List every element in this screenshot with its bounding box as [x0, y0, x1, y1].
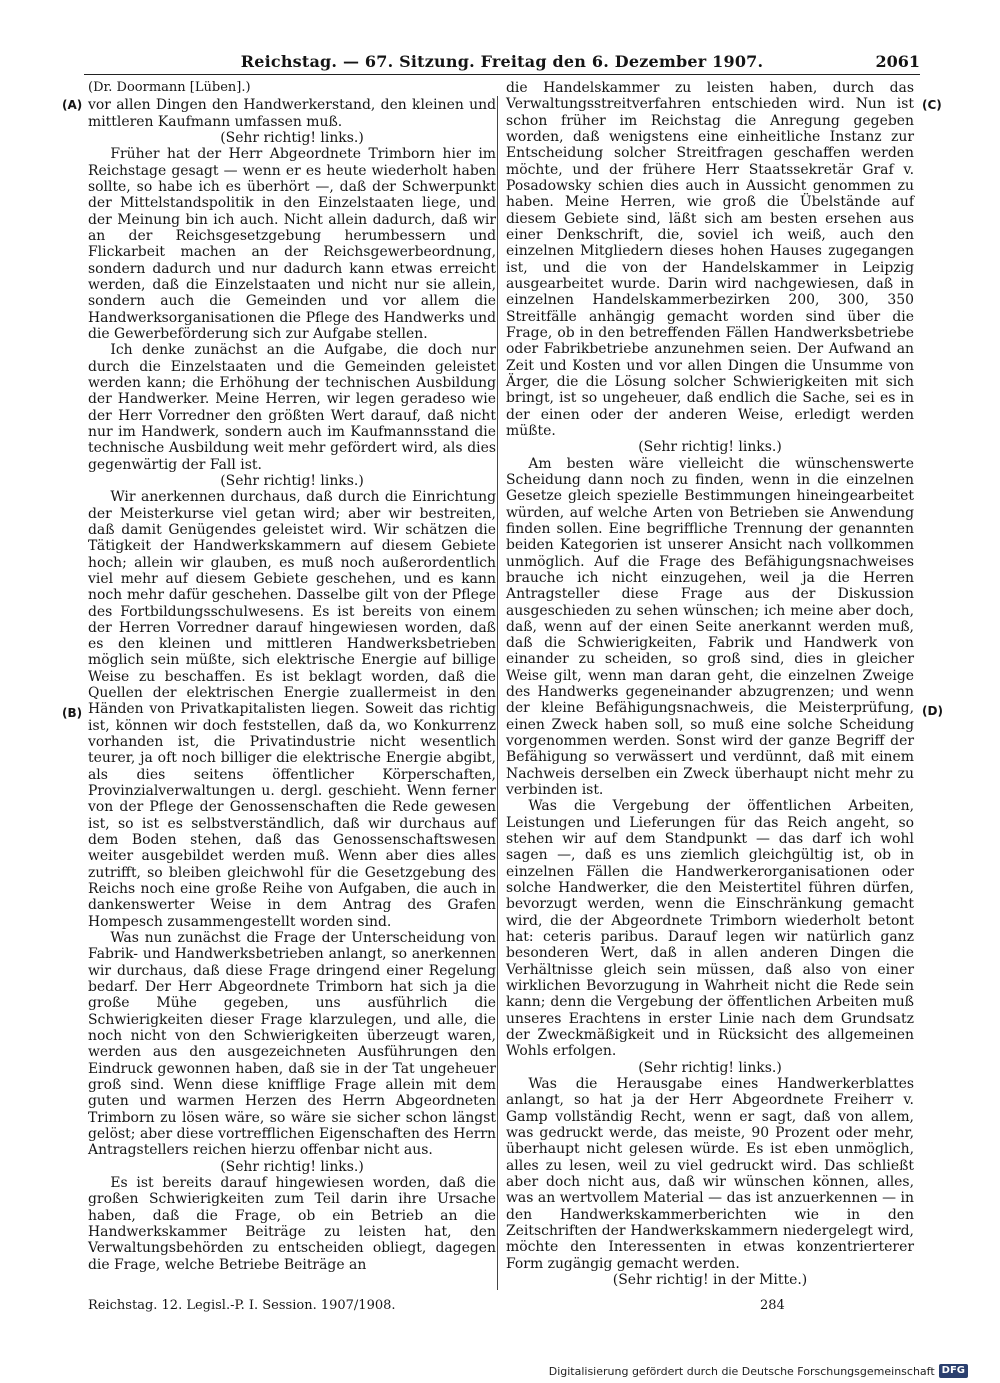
interjection: (Sehr richtig! links.): [638, 1059, 782, 1076]
margin-marker-d: (D): [922, 704, 943, 718]
page-number: 2061: [875, 52, 920, 71]
speaker-label: (Dr. Doormann [Lüben].): [88, 80, 251, 95]
interjection: (Sehr richtig! links.): [220, 129, 364, 146]
page-header: [84, 52, 920, 75]
column-divider: [497, 96, 498, 1290]
dfg-logo: DFG: [939, 1364, 968, 1378]
paragraph: die Handelskammer zu leisten haben, durch das Verwaltungsstreitverfahren entschieden wird. Nun ist schon früher im Reichstag die Anregung gegeben worden, daß wenigstens eine einheitliche Instanz zur Entscheidung solcher Streitfragen geschaffen werden möchte, und der frühere Herr Staatssekretär Graf v. Posadowsky schien dies auch in Aussicht genommen zu haben. Meine Herren, wie groß die Übelstände auf diesem Gebiete sind, läßt sich am besten ersehen aus einer Denkschrift, die, soviel ich weiß, auch den einzelnen Mitgliedern dieses hohen Hauses zugegangen ist, und die von der Handelskammer in Leipzig ausgearbeitet wurde. Darin wird nachgewiesen, daß in einzelnen Handelskammerbezirken 200, 300, 350 Streitfälle anhängig gemacht worden sind über die Frage, ob in den betreffenden Fällen Handwerksbetriebe oder Fabrikbetriebe anzunehmen seien. Der Aufwand an Zeit und Kosten und vor allen Dingen die Unsumme von Ärger, die die Lösung solcher Schwierigkeiten mit sich bringt, ist so ungeheuer, daß endlich die Sache, sei es in der einen oder der anderen Weise, erledigt werden müßte.: [506, 80, 914, 439]
paragraph: Wir anerkennen durchaus, daß durch die Einrichtung der Meisterkurse viel getan wird; aber wir bestreiten, daß damit Genügendes geleistet wird. Wir schätzen die Tätigkeit der Handwerkskammern auf diesem Gebiete hoch; allein wir glauben, es muß noch außerordentlich viel mehr auf diesem Gebiete geschehen, und es kann noch mehr dafür geschehen. Dasselbe gilt von der Pflege des Fortbildungsschulwesens. Es ist bereits von einem der Herren Vorredner darauf hingewiesen worden, daß es den kleinen und mittleren Handwerksbetrieben möglich sein müßte, sich elektrische Energie auf billige Weise zu beschaffen. Es ist beklagt worden, daß die Quellen der elektrischen Energie zuallermeist in den Händen von Privatkapitalisten liegen. Soweit das richtig ist, können wir doch feststellen, daß da, wo Konkurrenz vorhanden ist, die Privatindustrie nicht wesentlich teurer, ja oft noch billiger die elektrische Energie abgibt, als dies seitens öffentlicher Körperschaften, Provinzialverwaltungen u. dergl. geschieht. Wenn ferner von der Pflege der Genossenschaften die Rede gewesen ist, so ist es selbstverständlich, daß wir durchaus auf dem Boden stehen, daß das Genossenschaftswesen weiter ausgebildet werden muß. Wenn aber dies alles zutrifft, so bleiben gleichwohl für die Gesetzgebung des Reichs noch eine große Reihe von Aufgaben, die auch in dankenswerter Weise in dem Antrag des Grafen Hompesch zusammengestellt worden sind.: [88, 489, 496, 930]
paragraph: Was die Herausgabe eines Handwerkerblattes anlangt, so hat ja der Herr Abgeordnete Freiherr v. Gamp vollständig Recht, wenn er sagt, daß von allem, was gedruckt werde, das meiste, 90 Prozent oder mehr, überhaupt nicht gelesen würde. Es ist eben unmöglich, alles zu lesen, weil zu viel gedruckt wird. Das schließt aber doch nicht aus, daß wir wünschen können, alles, was an wertvollem Material — das ist anzuerkennen — in den Handwerkskammerberichten wie in den Zeitschriften der Handwerkskammern niedergelegt wird, möchte den Interessenten in etwas konzentrierterer Form zugängig gemacht werden.: [506, 1076, 914, 1272]
paragraph: Ich denke zunächst an die Aufgabe, die doch nur durch die Einzelstaaten und die Gemeinden geleistet werden kann; die Erhöhung der technischen Ausbildung der Handwerker. Meine Herren, wir legen geradeso wie der Herr Vorredner den größten Wert darauf, daß nicht nur im Handwerk, sondern auch im Kaufmannsstand die technische Ausbildung weit mehr gefördert wird, als dies gegenwärtig der Fall ist.: [88, 342, 496, 473]
signature-page-number: 284: [760, 1298, 785, 1313]
interjection: (Sehr richtig! links.): [638, 439, 782, 456]
margin-marker-b: (B): [62, 706, 83, 720]
paragraph: Am besten wäre vielleicht die wünschenswerte Scheidung dann noch zu finden, wenn in die einzelnen Gesetze gleich spezielle Bestimmungen hineingearbeitet würden, auf welche Arten von Betrieben sie Anwendung finden sollen. Eine begriffliche Trennung der genannten beiden Kategorien ist unserer Ansicht nach vollkommen unmöglich. Auf die Frage des Befähigungsnachweises brauche ich nicht einzugehen, weil ja die Herren Antragsteller diese Frage aus der Diskussion ausgeschieden zu sehen wünschen; ich meine aber doch, daß, wenn auf der einen Seite anerkannt werden muß, daß die Schwierigkeiten, Fabrik und Handwerk von einander zu scheiden, so groß sind, dies in gleicher Weise gilt, wenn man daran geht, die einzelnen Zweige des Handwerks gegeneinander abzugrenzen; und wenn der kleine Befähigungsnachweis, die Meisterprüfung, einen Zweck haben soll, so muß eine solche Scheidung vorgenommen werden. Sonst wird der ganze Begriff der Befähigung so verwässert und verdünnt, daß mit einem Nachweis derselben ein Zweck überhaupt nicht mehr zu verbinden ist.: [506, 455, 914, 799]
margin-marker-a: (A): [62, 98, 83, 112]
interjection: (Sehr richtig! links.): [220, 1158, 364, 1175]
paragraph: Was nun zunächst die Frage der Unterscheidung von Fabrik- und Handwerksbetrieben anlangt, so anerkennen wir durchaus, daß diese Frage dringend einer Regelung bedarf. Der Herr Abgeordnete Trimborn hat sich ja die große Mühe gegeben, uns ausführlich die Schwierigkeiten dieser Frage klarzulegen, und alle, die noch nicht von den Schwierigkeiten überzeugt waren, werden aus den ausgezeichneten Ausführungen den Eindruck gewonnen haben, daß sie in der Tat ungeheuer groß sind. Wenn diese knifflige Frage allein mit dem guten und warmen Herzen des Herrn Abgeordneten Trimborn zu lösen wäre, so wäre sie sicher schon längst gelöst; aber diese vortrefflichen Eigenschaften des Herrn Antragstellers reichen hierzu offenbar nicht aus.: [88, 930, 496, 1159]
margin-marker-c: (C): [922, 98, 942, 112]
funding-note: [549, 1364, 968, 1378]
left-column: [88, 80, 496, 1273]
right-column: [506, 80, 914, 1288]
paragraph: Es ist bereits darauf hingewiesen worden, daß die großen Schwierigkeiten zum Teil darin ihre Ursache haben, daß die Frage, ob ein Betrieb an die Handwerkskammer Beiträge zu leisten hat, den Verwaltungsbehörden zu entscheiden obliegt, dagegen die Frage, welche Betriebe Beiträge an: [88, 1174, 496, 1273]
interjection: (Sehr richtig! links.): [220, 472, 364, 489]
footer-session-info: Reichstag. 12. Legisl.-P. I. Session. 1907/1908.: [88, 1298, 396, 1313]
funding-text: Digitalisierung gefördert durch die Deutsche Forschungsgemeinschaft: [548, 1364, 935, 1378]
paragraph: Früher hat der Herr Abgeordnete Trimborn hier im Reichstage gesagt — wenn er es heute wiederholt haben sollte, so habe ich es überhört —, daß der Schwerpunkt der Mittelstandspolitik in den Einzelstaaten liege, und der Meinung bin ich auch. Nicht allein dadurch, daß wir an der Reichsgesetzgebung herumbessern und Flickarbeit machen an der Reichsgewerbeordnung, sondern dadurch und nur dadurch kann etwas erreicht werden, daß die Einzelstaaten und nicht nur sie allein, sondern auch die Gemeinden und vor allem die Handwerksorganisationen die Pflege des Handwerks und die Gewerbeförderung sich zur Aufgabe stellen.: [88, 146, 496, 342]
paragraph: Was die Vergebung der öffentlichen Arbeiten, Leistungen und Lieferungen für das Reich angeht, so stehen wir auf dem Standpunkt — das darf ich wohl sagen —, daß es uns ziemlich gleichgültig ist, ob in einzelnen Fällen die Handwerkerorganisationen oder solche Handwerker, die den Meistertitel führen dürfen, bevorzugt werden, wenn die Einschränkung gemacht wird, die der Abgeordnete Trimborn wiederholt betont hat: ceteris paribus. Darauf legen wir natürlich ganz besonderen Wert, daß in allen anderen Dingen die Verhältnisse gleich sein müssen, daß also von einer wirklichen Bevorzugung in Wahrheit nicht die Rede sein kann; denn die Vergebung der öffentlichen Arbeiten muß unseres Erachtens in erster Linie nach dem Grundsatz der Zweckmäßigkeit und in Rücksicht des allgemeinen Wohls erfolgen.: [506, 798, 914, 1060]
paragraph: vor allen Dingen den Handwerkerstand, den kleinen und mittleren Kaufmann umfassen muß.: [88, 97, 496, 130]
page-header-title: Reichstag. — 67. Sitzung. Freitag den 6. Dezember 1907.: [240, 52, 764, 71]
interjection: (Sehr richtig! in der Mitte.): [612, 1271, 808, 1288]
